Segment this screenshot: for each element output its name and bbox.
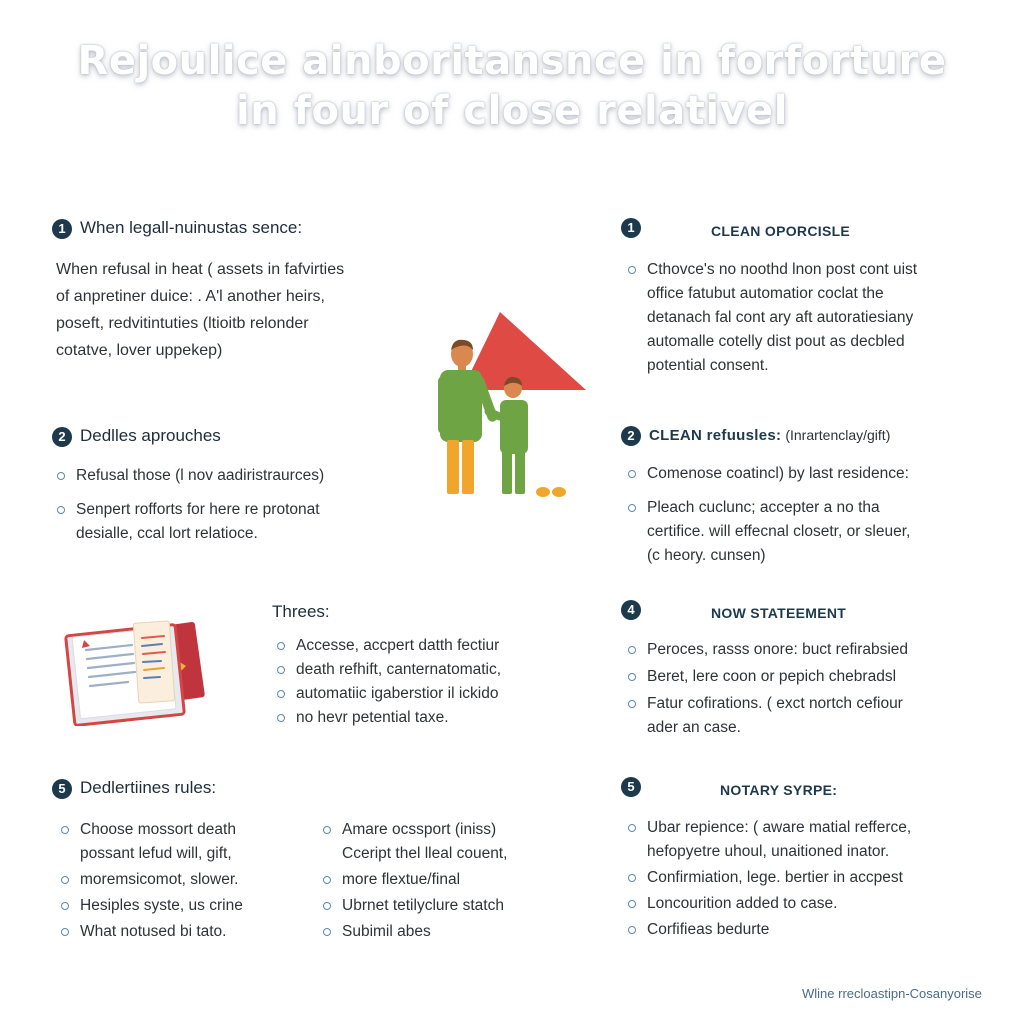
list-item <box>627 665 967 689</box>
section-4-right <box>621 600 961 620</box>
section-4-heading: NOW STATEEMENT <box>711 605 847 621</box>
number-badge: 1 <box>621 218 641 238</box>
list-item-line: more flextue/final <box>342 871 461 888</box>
list-item-line: ader an case. <box>647 719 741 736</box>
section-3-list <box>276 634 576 730</box>
list-item-line: possant lefud will, gift, <box>80 845 232 862</box>
child-torso <box>500 400 528 454</box>
footer-text: Wline rrecloastipn-Cosanyorise <box>802 986 982 1001</box>
section-1-left <box>52 218 392 239</box>
section-5-left-col-1 <box>60 818 310 944</box>
list-item <box>56 464 396 488</box>
section-2-left-list <box>56 464 396 546</box>
list-item-line: potential consent. <box>647 357 769 374</box>
paragraph-line: of anpretiner duice: . A'l another heirs, <box>56 288 325 305</box>
page-title-line-2: in four of close relativel <box>235 88 788 134</box>
list-item-line: automalle cotelly dist pout as decbled <box>647 333 905 350</box>
list-item-line: death refhift, canternatomatic, <box>296 661 502 678</box>
number-badge: 4 <box>621 600 641 620</box>
list-item <box>627 892 977 916</box>
number-badge: 5 <box>52 779 72 799</box>
list-item-line: Amare ocssport (iniss) <box>342 821 497 838</box>
list-item-line: Senpert rofforts for here re protonat <box>76 501 320 518</box>
list-item-line: Peroces, rasss onore: buct refirabsied <box>647 641 909 658</box>
heading-text: Dedlles aprouches <box>80 426 221 445</box>
list-item <box>276 658 576 682</box>
list-item-line: Subimil abes <box>342 923 431 940</box>
list-item-line: Refusal those (l nov aadiristraurces) <box>76 467 325 484</box>
document-book-icon <box>62 616 212 726</box>
section-1-left-heading <box>52 218 392 239</box>
list-item <box>322 920 582 944</box>
list-item-line: Pleach cuclunc; accepter a no tha <box>647 499 880 516</box>
section-1-left-paragraph <box>56 256 386 364</box>
list-item-line: desialle, ccal lort relatioce. <box>76 525 258 542</box>
list-item-line: (c heory. cunsen) <box>647 547 766 564</box>
section-2-right-list <box>627 462 977 568</box>
number-badge: 1 <box>52 219 72 239</box>
adult-leg-right <box>462 440 474 494</box>
section-2-right-heading <box>621 426 981 446</box>
list-item-line: Accesse, accpert datth fectiur <box>296 637 500 654</box>
list-item-line: What notused bi tato. <box>80 923 227 940</box>
list-item-line: no hevr petential taxe. <box>296 709 449 726</box>
list-item <box>276 706 576 730</box>
list-item <box>627 496 977 568</box>
heading-text: Dedlertiines rules: <box>80 778 217 797</box>
list-item-line: Cthovce's no noothd lnon post cont uist <box>647 261 918 278</box>
list-item-line: hefopyetre uhoul, unaitioned inator. <box>647 843 890 860</box>
heading-note: (Inrartenclay/gift) <box>785 427 891 444</box>
section-1-right <box>621 218 961 238</box>
list-item <box>627 258 967 378</box>
number-badge: 2 <box>621 426 641 446</box>
paragraph-line: When refusal in heat ( assets in fafvirties <box>56 261 345 278</box>
list-item <box>322 894 582 918</box>
list-item-line: Confirmiation, lege. bertier in accpest <box>647 869 903 886</box>
heading-text: When legall-nuinustas sence: <box>80 218 303 237</box>
list-item <box>627 918 977 942</box>
small-shape-2 <box>552 487 566 497</box>
paragraph-line: poseft, redvitintuties (ltioitb relonder <box>56 315 309 332</box>
adult-neck <box>458 364 466 370</box>
list-item <box>322 868 582 892</box>
number-badge: 5 <box>621 777 641 797</box>
section-5-right-list <box>627 816 977 942</box>
list-item-line: Hesiples syste, us crine <box>80 897 243 914</box>
list-item-line: Corfifieas bedurte <box>647 921 770 938</box>
heading-text: CLEAN refuusles: <box>649 427 782 445</box>
section-3-heading: Threes: <box>272 602 330 621</box>
list-item <box>627 816 977 864</box>
small-shape-1 <box>536 487 550 497</box>
section-5-left-heading <box>52 778 216 799</box>
list-item <box>627 638 967 662</box>
list-item <box>276 634 576 658</box>
list-item <box>60 920 310 944</box>
list-item <box>627 692 967 740</box>
list-item-line: detanach fal cont ary aft autoratiesiany <box>647 309 914 326</box>
number-badge: 2 <box>52 427 72 447</box>
list-item-line: Cceript thel lleal couent, <box>342 845 508 862</box>
list-item-line: automatiic igaberstior il ickido <box>296 685 499 702</box>
section-2-left-heading <box>52 426 221 447</box>
list-item-line: Loncourition added to case. <box>647 895 838 912</box>
list-item-line: certifice. will effecnal closetr, or sleuer, <box>647 523 911 540</box>
paragraph-line: cotatve, lover uppekep) <box>56 342 223 359</box>
section-5-right-heading: NOTARY SYRPE: <box>720 782 838 798</box>
list-item <box>322 818 582 866</box>
list-item-line: Comenose coatincl) by last residence: <box>647 465 909 482</box>
list-item-line: Fatur cofirations. ( exct nortch cefiour <box>647 695 903 712</box>
list-item <box>276 682 576 706</box>
list-item <box>60 894 310 918</box>
list-item-line: office fatubut automatior coclat the <box>647 285 884 302</box>
section-1-right-list <box>627 258 967 378</box>
list-item <box>60 818 310 866</box>
list-item-line: Ubar repience: ( aware matial refferce, <box>647 819 912 836</box>
list-item <box>56 498 396 546</box>
section-1-right-heading: CLEAN OPORCISLE <box>711 223 851 239</box>
list-item-line: Choose mossort death <box>80 821 236 838</box>
list-item <box>627 866 977 890</box>
adult-leg-left <box>447 440 459 494</box>
adult-arm-left <box>438 376 448 434</box>
list-item-line: Ubrnet tetilyclure statch <box>342 897 504 914</box>
list-item <box>627 462 977 486</box>
section-5-left-col-2 <box>322 818 582 944</box>
section-5-right <box>621 777 961 797</box>
list-item-line: moremsicomot, slower. <box>80 871 239 888</box>
list-item <box>60 868 310 892</box>
child-leg-right <box>515 450 525 494</box>
list-item-line: Beret, lere coon or pepich chebradsl <box>647 668 897 685</box>
page-title-line-1: Rejoulice ainboritansnce in forforture <box>77 38 947 84</box>
family-house-illustration <box>410 300 600 510</box>
section-4-list <box>627 638 967 740</box>
child-leg-left <box>502 450 512 494</box>
